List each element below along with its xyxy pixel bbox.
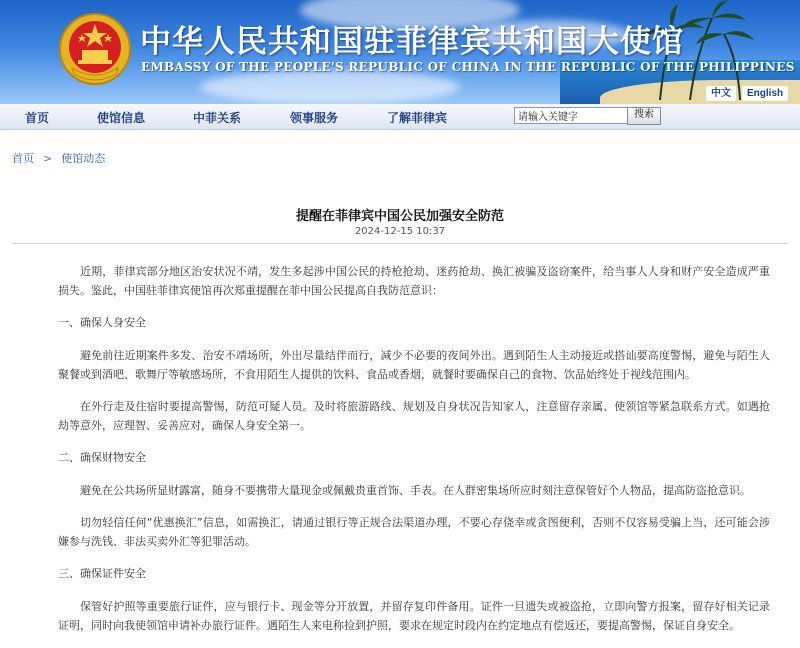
article-body [58, 262, 770, 648]
breadcrumb-separator: > [43, 152, 53, 165]
main-nav [0, 104, 800, 130]
section-heading-property-safety: 二、确保财物安全 [58, 451, 146, 464]
article-paragraph: 在外行走及住宿时要提高警惕，防范可疑人员。及时将旅游路线、规划及自身状况告知家人，注意留存亲属、使领馆等紧急联系方式。如遇抢劫等意外，应理智、妥善应对，确保人身安全第一。 [58, 400, 770, 432]
embassy-title-cn: 中华人民共和国驻菲律宾共和国大使馆 [140, 24, 684, 60]
title-divider [12, 243, 788, 244]
article-paragraph: 避免在公共场所显财露富，随身不要携带大量现金或佩戴贵重首饰、手表。在人群密集场所应时刻注意保管好个人物品，提高防盗抢意识。 [80, 484, 751, 497]
nav-item-china-philippines-relations[interactable]: 中菲关系 [193, 111, 242, 125]
article-title: 提醒在菲律宾中国公民加强安全防范 [295, 209, 504, 224]
breadcrumb-current-link[interactable]: 使馆动态 [61, 152, 106, 165]
breadcrumb [12, 150, 105, 166]
breadcrumb-home-link[interactable]: 首页 [12, 152, 34, 165]
section-heading-personal-safety: 一、确保人身安全 [58, 316, 146, 329]
header-banner [0, 0, 800, 104]
article-paragraph: 切勿轻信任何“优惠换汇”信息，如需换汇，请通过银行等正规合法渠道办理，不要心存侥幸或贪图便利，否则不仅容易受骗上当，还可能会涉嫌参与洗钱、非法买卖外汇等犯罪活动。 [58, 516, 770, 548]
section-heading-document-safety: 三、确保证件安全 [58, 567, 146, 580]
language-switch [706, 86, 788, 101]
national-emblem-icon [58, 12, 132, 86]
search-input[interactable] [514, 107, 628, 124]
embassy-title-en: EMBASSY OF THE PEOPLE'S REPUBLIC OF CHINA IN THE REPUBLIC OF THE PHILIPPINES [141, 60, 795, 74]
nav-item-consular-services[interactable]: 领事服务 [290, 111, 339, 125]
lang-english-link[interactable]: English [742, 86, 788, 101]
nav-item-about-philippines[interactable]: 了解菲律宾 [387, 111, 448, 125]
article-paragraph: 避免前往近期案件多发、治安不靖场所，外出尽量结伴而行，减少不必要的夜间外出。遇到陌生人主动接近或搭讪要高度警惕，避免与陌生人聚餐或到酒吧、歌舞厅等敏感场所，不食用陌生人提供的饮料、食品或香烟，就餐时要确保自己的食物、饮品始终处于视线范围内。 [58, 349, 770, 381]
nav-item-home[interactable]: 首页 [25, 111, 50, 125]
search-button[interactable]: 搜索 [627, 107, 661, 125]
article-paragraph: 保管好护照等重要旅行证件，应与银行卡、现金等分开放置，并留存复印件备用。证件一旦遗失或被盗抢，立即向警方报案，留存好相关记录证明，同时向我使领馆申请补办旅行证件。遇陌生人来电称捡到护照，要求在规定时段内在约定地点有偿返还，要提高警惕，保证自身安全。 [58, 600, 770, 632]
article-date: 2024-12-15 10:37 [354, 226, 446, 237]
nav-item-embassy-info[interactable]: 使馆信息 [97, 111, 146, 125]
article-intro-paragraph: 近期，菲律宾部分地区治安状况不靖，发生多起涉中国公民的持枪抢劫、迷药抢劫、换汇被骗及盗窃案件，给当事人人身和财产安全造成严重损失。鉴此，中国驻菲律宾使馆再次郑重提醒在菲中国公民提高自我防范意识： [58, 265, 770, 297]
lang-chinese-link[interactable]: 中文 [706, 86, 736, 101]
